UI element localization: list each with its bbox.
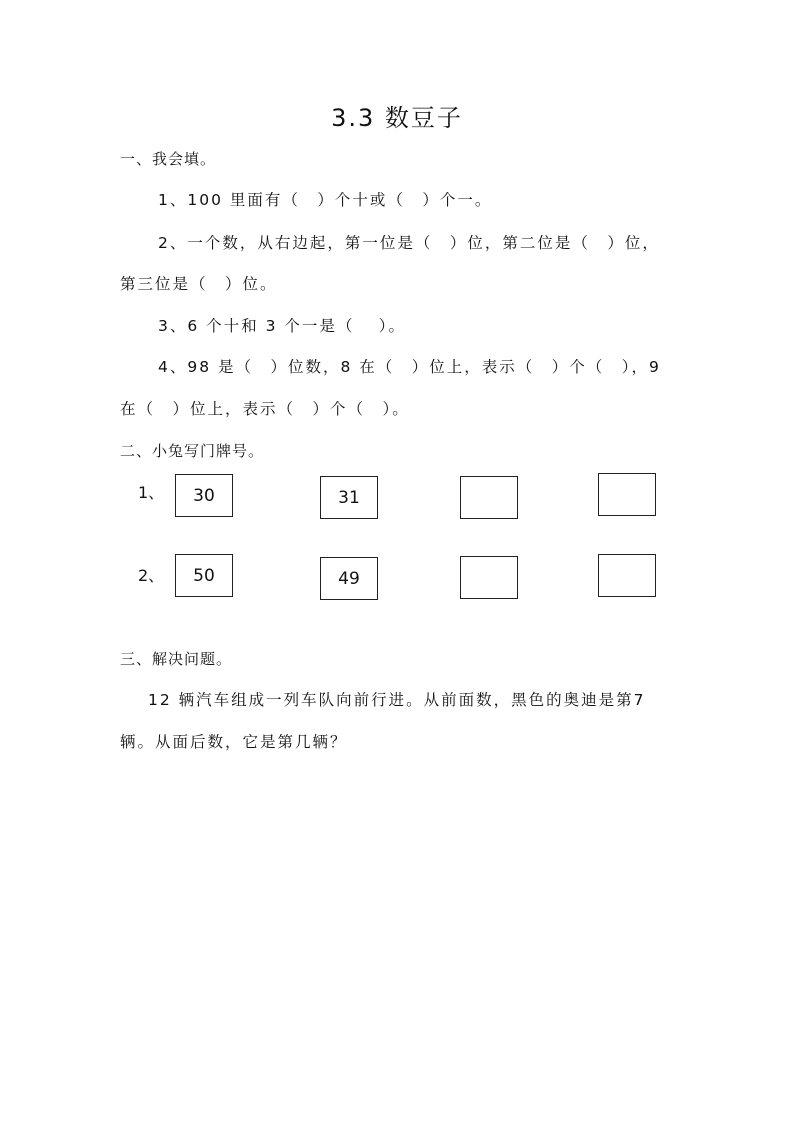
row-2-label: 2、	[138, 566, 165, 585]
section-1-heading: 一、我会填。	[120, 150, 217, 168]
problem-line-1: 12 辆汽车组成一列车队向前行进。从前面数，黑色的奥迪是第7	[148, 691, 646, 709]
question-4-line-2: 在（ ）位上，表示（ ）个（ ）。	[120, 400, 410, 418]
door-number-box	[598, 473, 656, 516]
section-3-heading: 三、解决问题。	[120, 650, 233, 668]
door-number-box: 30	[175, 474, 233, 517]
question-3: 3、6 个十和 3 个一是（ ）。	[158, 317, 407, 335]
door-number-box: 50	[175, 554, 233, 597]
door-number-box	[460, 556, 518, 599]
problem-line-2: 辆。从面后数，它是第几辆？	[120, 733, 348, 751]
door-number-box: 49	[320, 557, 378, 600]
door-number-box: 31	[320, 476, 378, 519]
question-4-line-1: 4、98 是（ ）位数，8 在（ ）位上，表示（ ）个（ ），9	[158, 358, 661, 376]
page-title: 3.3 数豆子	[331, 104, 463, 132]
row-1-label: 1、	[138, 483, 165, 502]
question-2-line-1: 2、一个数，从右边起，第一位是（ ）位，第二位是（ ）位，	[158, 234, 660, 252]
question-2-line-2: 第三位是（ ）位。	[120, 275, 278, 293]
question-1: 1、100 里面有（ ）个十或（ ）个一。	[158, 191, 493, 209]
section-2-heading: 二、小兔写门牌号。	[120, 442, 265, 460]
door-number-box	[598, 554, 656, 597]
door-number-box	[460, 476, 518, 519]
